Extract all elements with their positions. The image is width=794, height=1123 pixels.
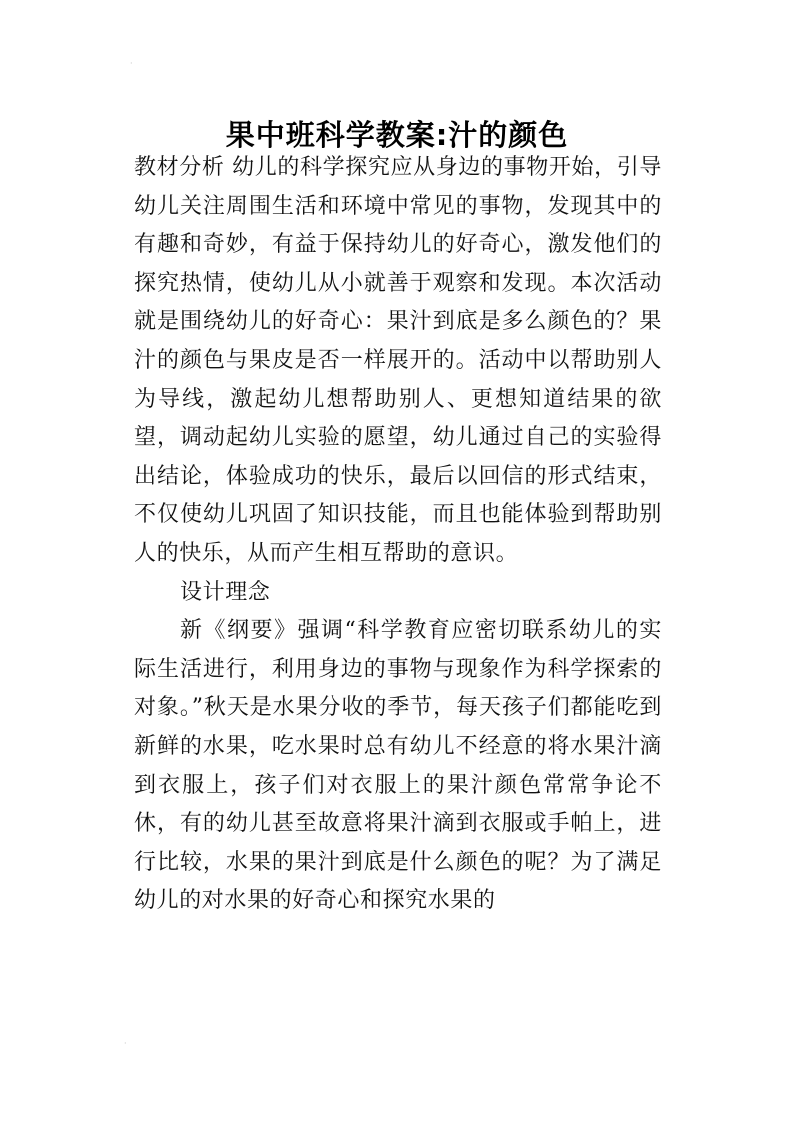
- scan-mark: ·: [130, 59, 133, 68]
- document-body: [134, 149, 662, 921]
- document-title: 果中班科学教案:汁的颜色: [225, 118, 569, 153]
- paragraph-design-concept: 新《纲要》强调“科学教育应密切联系幼儿的实际生活进行，利用身边的事物与现象作为科学探索的对象。”秋天是水果分收的季节，每天孩子们都能吃到新鲜的水果，吃水果时总有幼儿不经意的将水果汁滴到衣服上，孩子们对衣服上的果汁颜色常常争论不休，有的幼儿甚至故意将果汁滴到衣服或手帕上，进行比较，水果的果汁到底是什么颜色的呢？为了满足幼儿的对水果的好奇心和探究水果的: [134, 618, 662, 914]
- scan-mark: ·: [124, 1039, 127, 1048]
- paragraph-analysis: 教材分析 幼儿的科学探究应从身边的事物开始，引导幼儿关注周围生活和环境中常见的事物，发现其中的有趣和奇妙，有益于保持幼儿的好奇心，激发他们的探究热情，使幼儿从小就善于观察和发现。本次活动就是围绕幼儿的好奇心：果汁到底是多么颜色的？果汁的颜色与果皮是否一样展开的。活动中以帮助别人为导线，激起幼儿想帮助别人、更想知道结果的欲望，调动起幼儿实验的愿望，幼儿通过自己的实验得出结论，体验成功的快乐，最后以回信的形式结束，不仅使幼儿巩固了知识技能，而且也能体验到帮助别人的快乐，从而产生相互帮助的意识。: [134, 155, 662, 566]
- section-heading-design-concept: 设计理念: [180, 579, 271, 605]
